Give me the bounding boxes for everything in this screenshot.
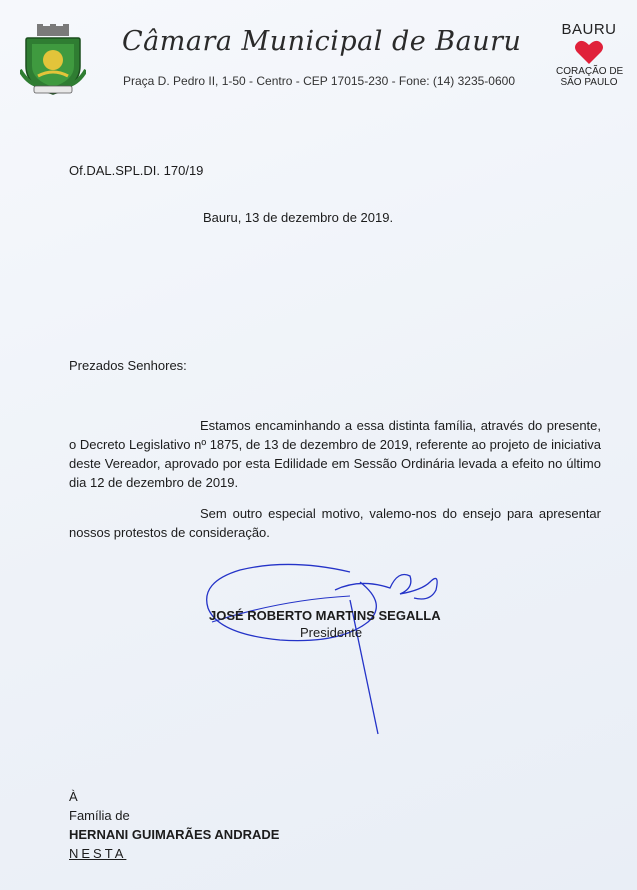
date-line: Bauru, 13 de dezembro de 2019. (203, 210, 394, 225)
recipient-location: NESTA (69, 846, 127, 861)
coat-of-arms-icon (20, 24, 86, 96)
reference-number: Of.DAL.SPL.DI. 170/19 (69, 163, 204, 178)
city-logo-tagline-2: SÃO PAULO (560, 77, 618, 88)
city-logo (556, 22, 622, 100)
recipient-name: HERNANI GUIMARÃES ANDRADE (69, 827, 280, 842)
heart-icon (574, 39, 604, 65)
signer-name: JOSÉ ROBERTO MARTINS SEGALLA (209, 608, 441, 623)
paragraph-2 (69, 504, 601, 542)
city-logo-tagline-1: CORAÇÃO DE (556, 66, 624, 77)
institution-title: Câmara Municipal de Bauru (122, 26, 522, 57)
handwritten-signature (200, 560, 460, 735)
paragraph-2-text: Sem outro especial motivo, valemo-nos do ensejo para apresentar nossos protestos de consideração. (69, 506, 601, 540)
paragraph-1 (69, 416, 601, 492)
recipient-to: À (69, 789, 78, 804)
recipient-block (69, 787, 279, 863)
signer-role: Presidente (300, 625, 363, 640)
salutation: Prezados Senhores: (69, 358, 187, 373)
institution-address: Praça D. Pedro II, 1-50 - Centro - CEP 17015-230 - Fone: (14) 3235-0600 (123, 74, 515, 88)
recipient-line-1: Família de (69, 808, 130, 823)
paragraph-1-text: Estamos encaminhando a essa distinta família, através do presente, o Decreto Legislativo nº 1875, de 13 de dezembro de 2019, referente ao projeto de iniciativa deste Vereador, aprovado por esta Edilidade em Sessão Ordinária levada a efeito no último dia 12 de dezembro de 2019. (69, 418, 601, 490)
city-logo-brand: BAURU (561, 21, 617, 38)
